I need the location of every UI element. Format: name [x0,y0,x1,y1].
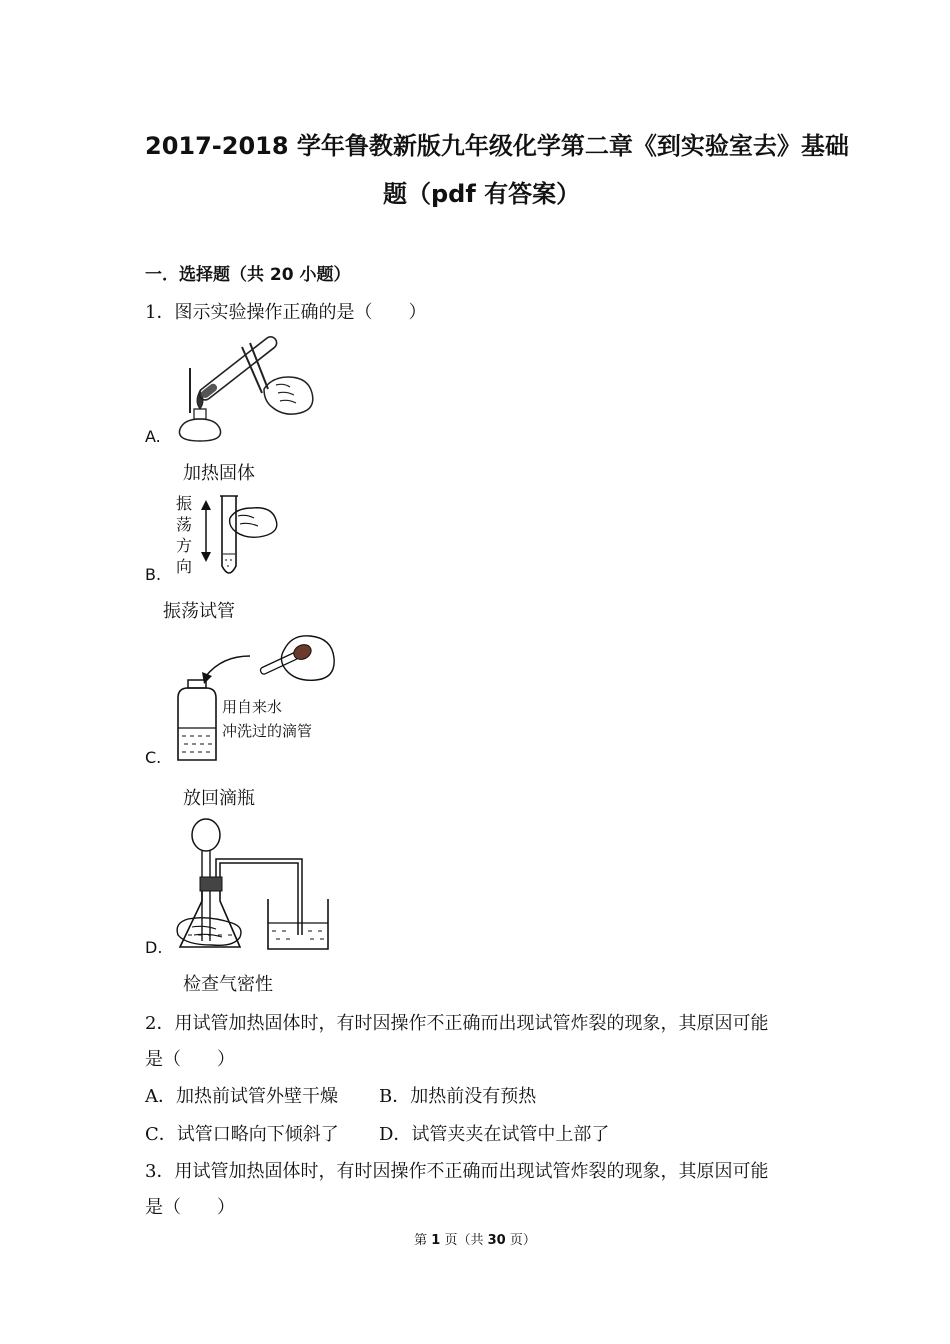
question-1-option-a-caption: 加热固体 [183,463,255,484]
question-2-stem-line1: 2．用试管加热固体时，有时因操作不正确而出现试管炸裂的现象，其原因可能 [145,1013,769,1034]
question-1-option-a-label: A. [145,427,161,446]
figure-b-text-2: 荡 [176,515,193,534]
footer-page-number: 1 [431,1233,441,1248]
footer-prefix: 第 [414,1233,432,1248]
figure-b-text-1: 振 [176,494,193,513]
question-1-option-c-label: C. [145,748,162,767]
document-title-line1: 2017-2018 学年鲁教新版九年级化学第二章《到实验室去》基础 [145,132,849,160]
footer-middle: 页（共 [440,1233,488,1248]
question-2-stem-line2: 是（ ） [145,1049,235,1070]
question-1-option-b-label: B. [145,565,162,584]
footer-suffix: 页） [505,1233,536,1248]
figure-b-text-4: 向 [176,557,193,576]
dropper-bottle-figure [172,628,337,764]
question-2-option-a: A．加热前试管外壁干燥 [145,1086,338,1107]
question-3-stem-line2: 是（ ） [145,1197,235,1218]
question-2-option-d: D．试管夹夹在试管中上部了 [379,1124,610,1145]
question-1-option-b-caption: 振荡试管 [163,601,235,622]
figure-b-text-3: 方 [176,536,193,555]
footer-total-pages: 30 [487,1233,506,1248]
heating-solid-figure [172,333,322,443]
question-2-option-b: B．加热前没有预热 [379,1086,537,1107]
document-title-line2: 题（pdf 有答案） [383,180,581,208]
airtightness-figure [172,815,337,955]
section-heading: 一．选择题（共 20 小题） [145,265,351,285]
question-1-option-d-label: D. [145,938,163,957]
question-1-stem: 1．图示实验操作正确的是（ ） [145,302,427,323]
question-2-option-c: C．试管口略向下倾斜了 [145,1124,339,1145]
shaking-test-tube-figure [172,490,282,582]
page-footer [0,1229,950,1248]
question-1-option-d-caption: 检查气密性 [183,974,273,995]
figure-c-text-2: 冲洗过的滴管 [222,722,313,740]
question-3-stem-line1: 3．用试管加热固体时，有时因操作不正确而出现试管炸裂的现象，其原因可能 [145,1161,769,1182]
question-1-option-c-caption: 放回滴瓶 [183,788,255,809]
figure-c-text-1: 用自来水 [222,698,283,716]
